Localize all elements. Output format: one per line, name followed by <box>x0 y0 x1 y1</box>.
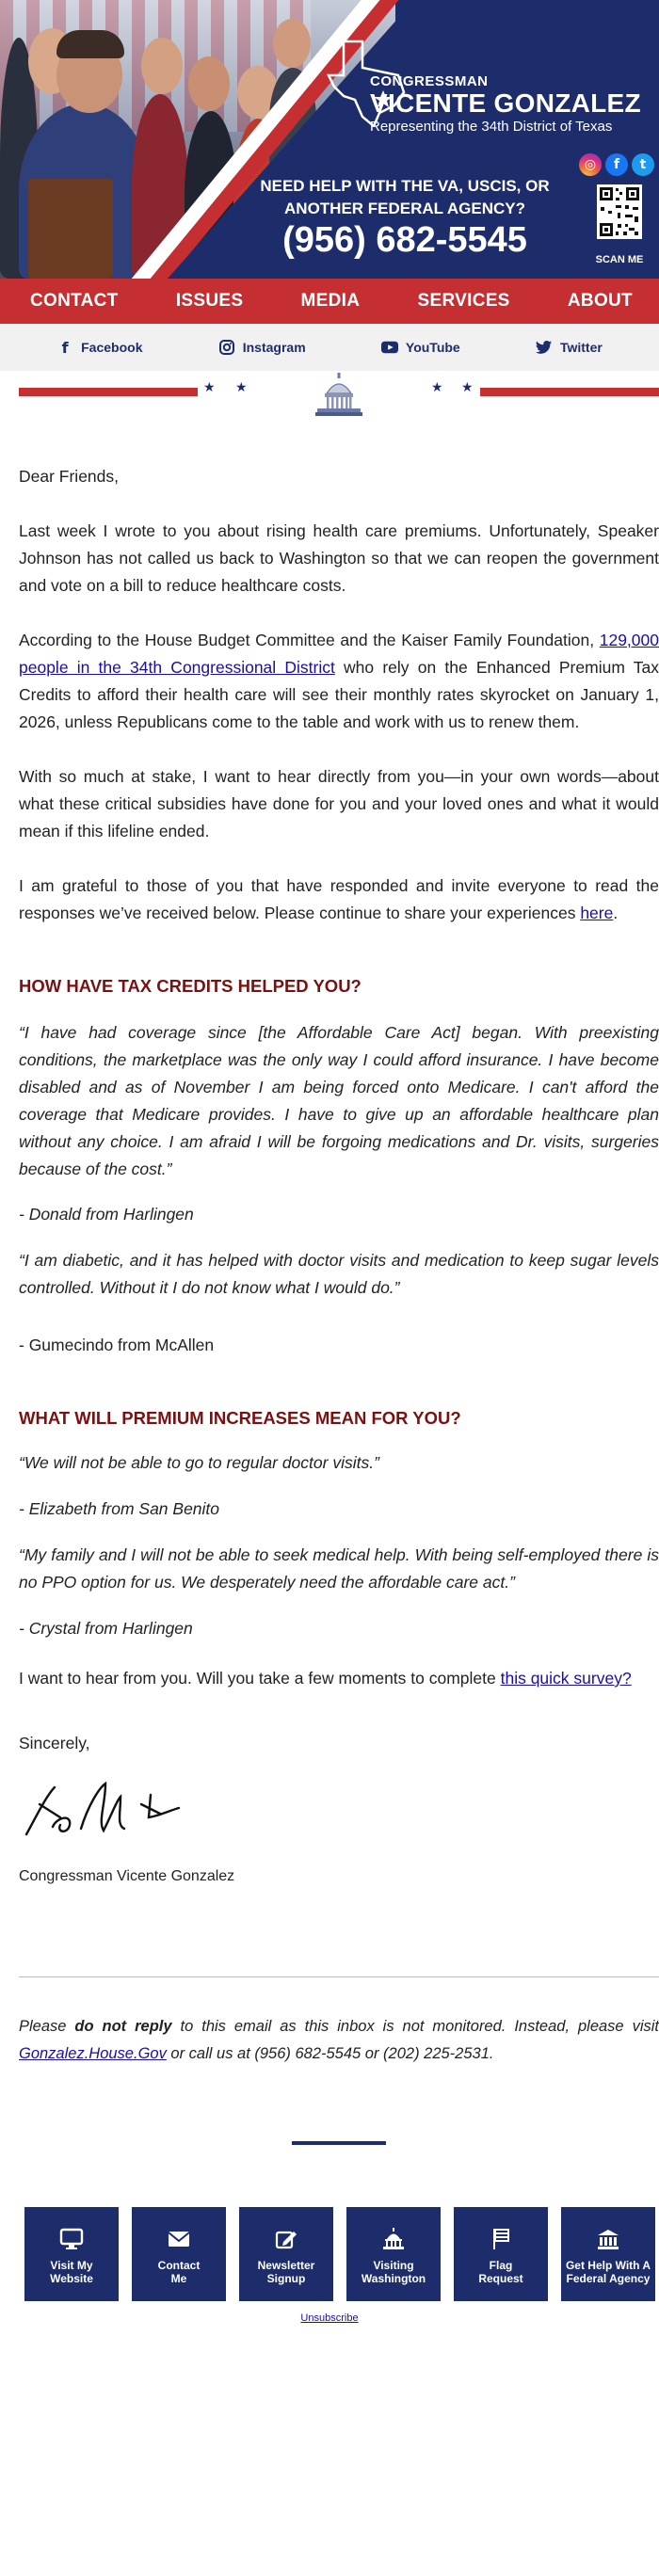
quote-donald: “I have had coverage since [the Affordable Care Act] began. With preexisting conditions, the marketplace was the only way I could afford insurance. I have become disabled and as of November I am being forced onto Medicare. I can't afford the coverage that Medicare provides. I have to give up an affordable healthcare plan without any choice. I am afraid I will be forgoing medications and Dr. visits, surgeries because of the cost.” <box>19 1023 659 1178</box>
section-title-tax-credits: HOW HAVE TAX CREDITS HELPED YOU? <box>19 976 362 996</box>
district-link[interactable]: 129,000 people in the 34th Congressional District <box>19 631 659 677</box>
visiting-line2: Washington <box>361 2272 426 2285</box>
pencil-icon <box>273 2227 299 2251</box>
nav-services[interactable]: SERVICES <box>417 291 510 311</box>
main-nav <box>0 279 659 324</box>
nav-media[interactable]: MEDIA <box>300 291 361 311</box>
help-line-2: ANOTHER FEDERAL AGENCY? <box>284 200 525 217</box>
nav-about[interactable]: ABOUT <box>567 291 633 311</box>
scan-me-label: SCAN ME <box>595 254 644 265</box>
unsubscribe-row <box>0 2312 659 2324</box>
social-youtube[interactable] <box>381 339 460 356</box>
visit-website-button[interactable] <box>24 2207 119 2301</box>
signature-name: Congressman Vicente Gonzalez <box>19 1868 235 1884</box>
paragraph-2 <box>19 627 659 736</box>
footer-buttons <box>24 2207 659 2301</box>
federal-agency-help-button[interactable] <box>561 2207 655 2301</box>
social-links-bar <box>0 324 659 371</box>
contact-me-button[interactable] <box>132 2207 226 2301</box>
signature-image <box>19 1776 207 1851</box>
congressman-hair <box>56 30 124 58</box>
header-social-icons <box>579 153 654 176</box>
envelope-icon <box>166 2227 192 2251</box>
footer-notice-bold: do not reply <box>74 2018 172 2035</box>
facebook-icon: f <box>61 338 69 357</box>
quote-author-elizabeth: - Elizabeth from San Benito <box>19 1499 220 1518</box>
agency-line1: Get Help With A <box>565 2259 651 2272</box>
star-icon: ★ <box>461 380 474 395</box>
capitol-divider <box>0 371 659 427</box>
contact-me-line2: Me <box>170 2272 187 2285</box>
quote-author-donald: - Donald from Harlingen <box>19 1205 194 1224</box>
crowd-person <box>141 38 183 94</box>
quote-gumecindo: “I am diabetic, and it has helped with doctor visits and medication to keep sugar levels controlled. Without it I do not know what I would do.” <box>19 1251 659 1297</box>
paragraph-2-end: who rely on the Enhanced Premium Tax Credits to afford their health care will see their monthly rates skyrocket on January 1, 2026, unless Republicans come to the table and work with us to renew them. <box>19 658 659 731</box>
visit-website-line2: Website <box>50 2272 93 2285</box>
section-title-premium-increases: WHAT WILL PREMIUM INCREASES MEAN FOR YOU? <box>19 1408 461 1428</box>
help-line-1: NEED HELP WITH THE VA, USCIS, OR <box>260 177 550 195</box>
newsletter-line2: Signup <box>266 2272 306 2285</box>
social-instagram-label: Instagram <box>242 340 306 355</box>
crowd-person <box>188 56 230 111</box>
contact-me-line1: Contact <box>157 2259 201 2272</box>
paragraph-1: Last week I wrote to you about rising health care premiums. Unfortunately, Speaker Johnson has not called us back to Washington so that we can reopen the government and vote on a bill to reduce healthcare costs. <box>19 521 659 595</box>
quote-elizabeth: “We will not be able to go to regular doctor visits.” <box>19 1453 379 1472</box>
paragraph-4 <box>19 872 659 927</box>
header-banner <box>0 0 659 279</box>
social-twitter[interactable] <box>536 339 603 356</box>
qr-code-icon <box>597 184 642 239</box>
phone-number[interactable]: (956) 682-5545 <box>282 220 527 260</box>
twitter-icon <box>536 339 553 356</box>
footer-accent-bar <box>292 2141 386 2145</box>
footer-notice-mid: to this email as this inbox is not monitored. Instead, please visit <box>171 2018 659 2035</box>
facebook-icon[interactable]: f <box>605 153 628 176</box>
instagram-icon[interactable]: ◎ <box>579 153 602 176</box>
footer-notice <box>19 2013 659 2068</box>
podium <box>28 179 113 279</box>
star-icon: ★ <box>203 380 216 395</box>
survey-link[interactable]: this quick survey? <box>500 1669 632 1688</box>
social-facebook[interactable] <box>56 339 142 356</box>
visit-website-line1: Visit My <box>50 2259 93 2272</box>
visiting-washington-button[interactable] <box>346 2207 441 2301</box>
greeting: Dear Friends, <box>19 467 120 486</box>
star-icon: ★ <box>235 380 248 395</box>
paragraph-survey-start: I want to hear from you. Will you take a few moments to complete <box>19 1669 501 1688</box>
paragraph-4-start: I am grateful to those of you that have responded and invite everyone to read the responses we’ve received below. Please continue to share your experiences <box>19 876 659 922</box>
house-website-link[interactable]: Gonzalez.House.Gov <box>19 2045 167 2062</box>
agency-line2: Federal Agency <box>566 2272 651 2285</box>
footer-notice-end: or call us at (956) 682-5545 or (202) 225-2531. <box>166 2045 494 2062</box>
paragraph-2-start: According to the House Budget Committee and the Kaiser Family Foundation, <box>19 631 600 649</box>
social-twitter-label: Twitter <box>559 340 603 355</box>
paragraph-3: With so much at stake, I want to hear directly from you—in your own words—about what these critical subsidies have done for you and your loved ones and what it would mean if this lifeline ended. <box>19 767 659 840</box>
closing: Sincerely, <box>19 1734 90 1752</box>
qr-code[interactable] <box>597 184 642 239</box>
help-text <box>254 175 555 220</box>
instagram-icon <box>218 339 235 356</box>
social-instagram[interactable] <box>218 339 306 356</box>
star-icon: ★ <box>431 380 443 395</box>
nav-contact[interactable]: CONTACT <box>30 291 119 311</box>
flag-line2: Request <box>478 2272 523 2285</box>
capitol-icon <box>380 2227 407 2251</box>
brand-congressman: CONGRESSMAN <box>370 73 489 89</box>
visiting-line1: Visiting <box>373 2259 414 2272</box>
share-experience-link[interactable]: here <box>580 904 614 922</box>
quote-author-gumecindo: - Gumecindo from McAllen <box>19 1336 215 1354</box>
flag-request-button[interactable] <box>454 2207 548 2301</box>
newsletter-signup-button[interactable] <box>239 2207 333 2301</box>
divider-bar-right <box>480 388 659 396</box>
monitor-icon <box>58 2227 85 2251</box>
quote-author-crystal: - Crystal from Harlingen <box>19 1619 193 1638</box>
social-facebook-label: Facebook <box>81 340 143 355</box>
flag-line1: Flag <box>489 2259 513 2272</box>
paragraph-survey <box>19 1665 659 1692</box>
youtube-icon <box>381 339 398 356</box>
nav-issues[interactable]: ISSUES <box>175 291 244 311</box>
quote-crystal: “My family and I will not be able to seek medical help. With being self-employed there is no PPO option for us. We desperately need the affordable care act.” <box>19 1545 659 1592</box>
flag-icon <box>488 2227 514 2251</box>
brand-tagline: Representing the 34th District of Texas <box>370 119 613 135</box>
capitol-icon <box>313 371 364 420</box>
social-youtube-label: YouTube <box>405 340 460 355</box>
letter-body <box>0 463 659 1890</box>
crowd-person <box>273 19 311 68</box>
divider-bar-left <box>19 388 198 396</box>
paragraph-4-end: . <box>613 904 619 922</box>
building-icon <box>595 2227 621 2251</box>
brand-name: VICENTE GONZALEZ <box>370 88 641 118</box>
footer-notice-start: Please <box>19 2018 75 2035</box>
unsubscribe-link[interactable]: Unsubscribe <box>300 2312 359 2324</box>
newsletter-line1: Newsletter <box>257 2259 315 2272</box>
twitter-icon[interactable]: t <box>632 153 654 176</box>
footer-divider <box>19 1976 659 1977</box>
brand-logo <box>325 38 654 141</box>
